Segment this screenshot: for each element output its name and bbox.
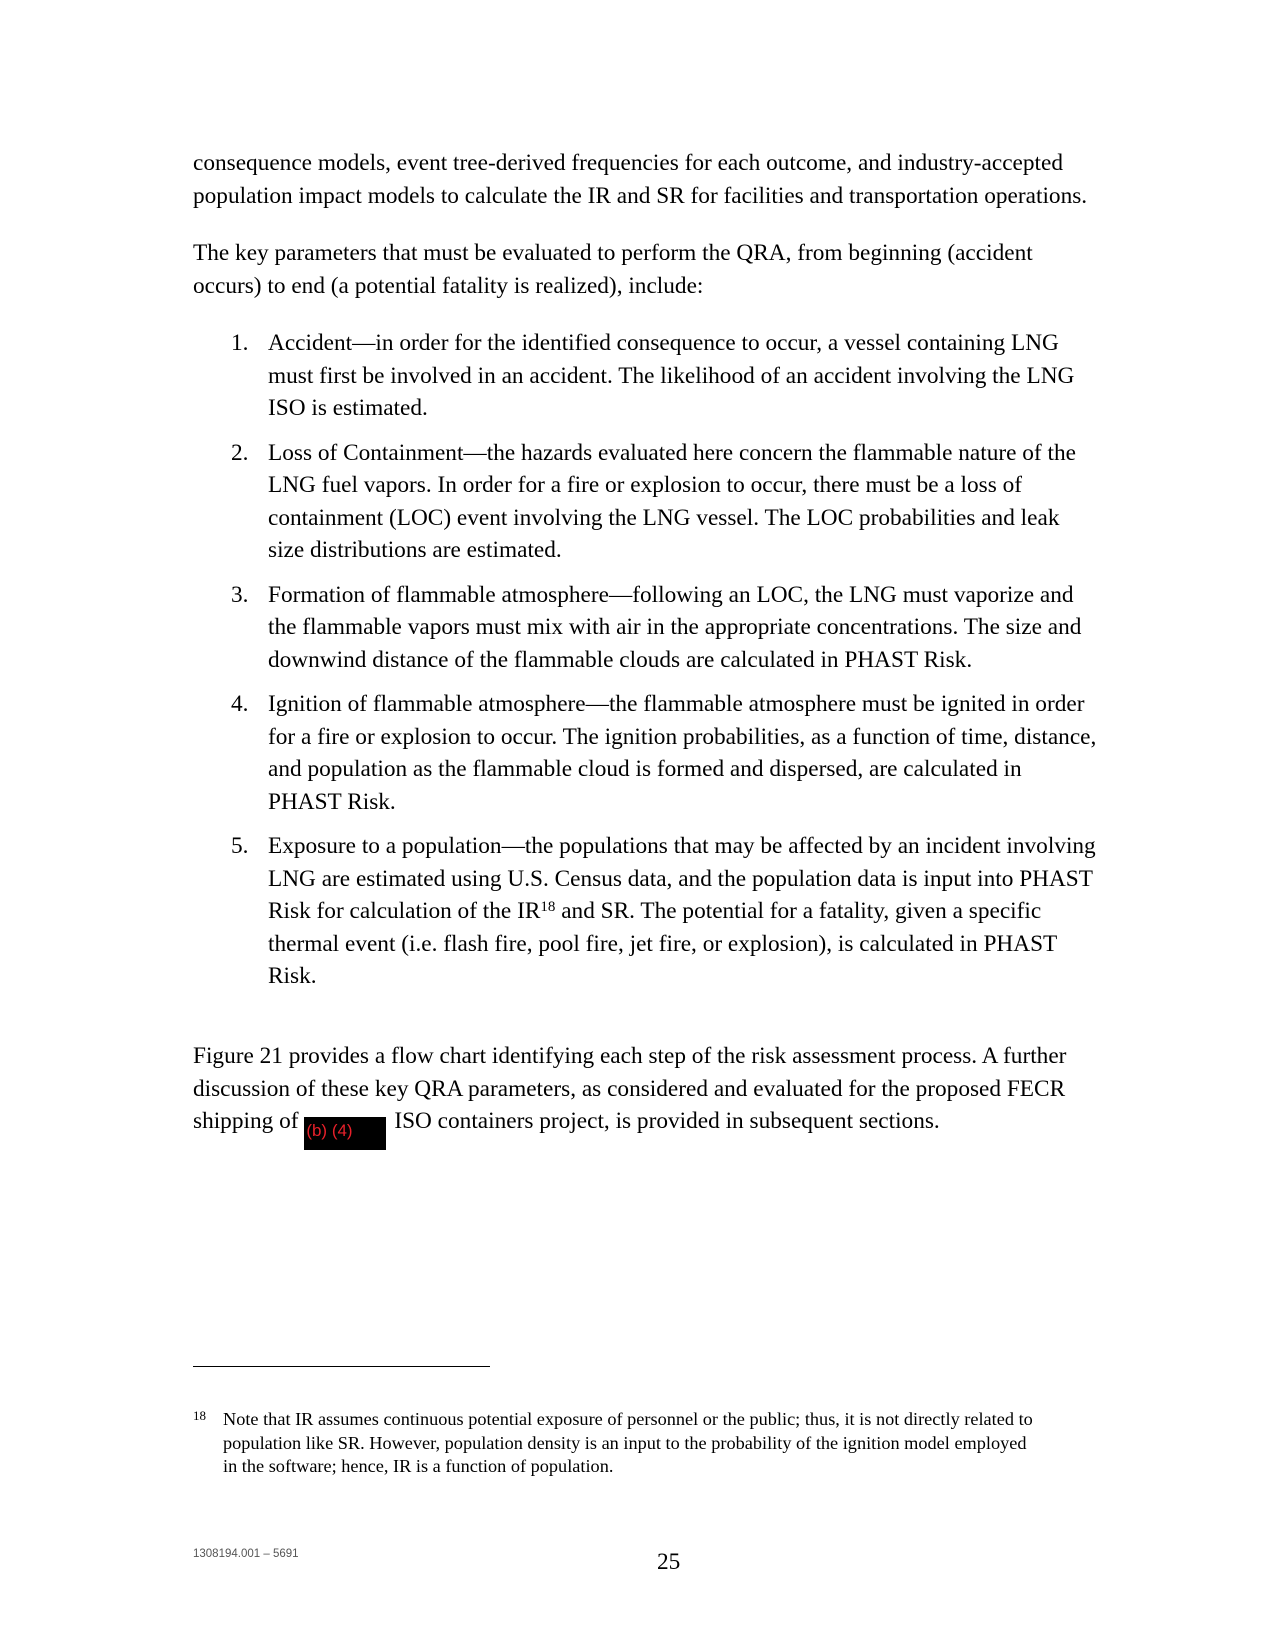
list-item-number: 4. (231, 691, 249, 717)
list-item (193, 437, 1158, 567)
redaction-box: (b) (4) (304, 1117, 386, 1150)
page-number: 25 (657, 1549, 681, 1575)
footnote (193, 1408, 1158, 1479)
list-item (193, 830, 1158, 993)
document-id: 1308194.001 – 5691 (193, 1548, 299, 1560)
key-parameters-paragraph: The key parameters that must be evaluated to perform the QRA, from beginning (accident occurs) to end (a potential fatality is realized), include: (193, 240, 1033, 299)
list-item-text: Loss of Containment—the hazards evaluated here concern the flammable nature of the LNG fuel vapors. In order for a fire or explosion to occur, there must be a loss of containment (LOC) event involving the LNG vessel. The LOC probabilities and leak size distributions are estimated. (268, 439, 1076, 563)
footnote-separator (193, 1366, 490, 1367)
list-item-text: Exposure to a population—the populations that may be affected by an incident involving LNG are estimated using U.S. Census data, and the population data is input into PHAST Risk for calculation of the IR$^{18}$ and SR. The potential for a fatality, given a specific thermal event (i.e. flash fire, pool fire, jet fire, or explosion), is calculated in PHAST Risk. (268, 833, 1096, 989)
list-item (193, 327, 1158, 425)
list-item-text: Ignition of flammable atmosphere—the flammable atmosphere must be ignited in order for a fire or explosion to occur. The ignition probabilities, as a function of time, distance, and population as the flammable cloud is formed and dispersed, are calculated in PHAST Risk. (268, 691, 1097, 815)
list-item-number: 3. (231, 581, 249, 608)
intro-paragraph: consequence models, event tree-derived frequencies for each outcome, and industry-accepted population impact models to calculate the IR and SR for facilities and transportation operations. (193, 150, 1088, 209)
list-item-number: 2. (231, 439, 249, 466)
footnote-text: Note that IR assumes continuous potential exposure of personnel or the public; thus, it is not directly related to population like SR. However, population density is an input to the probability of the ignition model employed in the software; hence, IR is a function of population. (223, 1409, 1033, 1476)
qra-parameters-list (193, 327, 1158, 1005)
list-item-number: 1. (231, 330, 249, 356)
footnote-number: 18 (193, 1408, 206, 1423)
list-item-text: Accident—in order for the identified consequence to occur, a vessel containing LNG must first be involved in an accident. The likelihood of an accident involving the LNG ISO is estimated. (268, 330, 1075, 421)
list-item (193, 579, 1158, 677)
list-item-text: Formation of flammable atmosphere—following an LOC, the LNG must vaporize and the flammable vapors must mix with air in the appropriate concentrations. The size and downwind distance of the flammable clouds are calculated in PHAST Risk. (268, 581, 1082, 673)
list-item-number: 5. (231, 833, 249, 859)
list-item (193, 688, 1158, 818)
figure-reference-paragraph: Figure 21 provides a flow chart identifying each step of the risk assessment process. A further discussion of these key QRA parameters, as considered and evaluated for the proposed FECR shipping of (b) (4) ISO containers project, is provided in subsequent sections. (193, 1040, 1158, 1150)
footnote-reference[interactable]: 18 (540, 899, 556, 916)
